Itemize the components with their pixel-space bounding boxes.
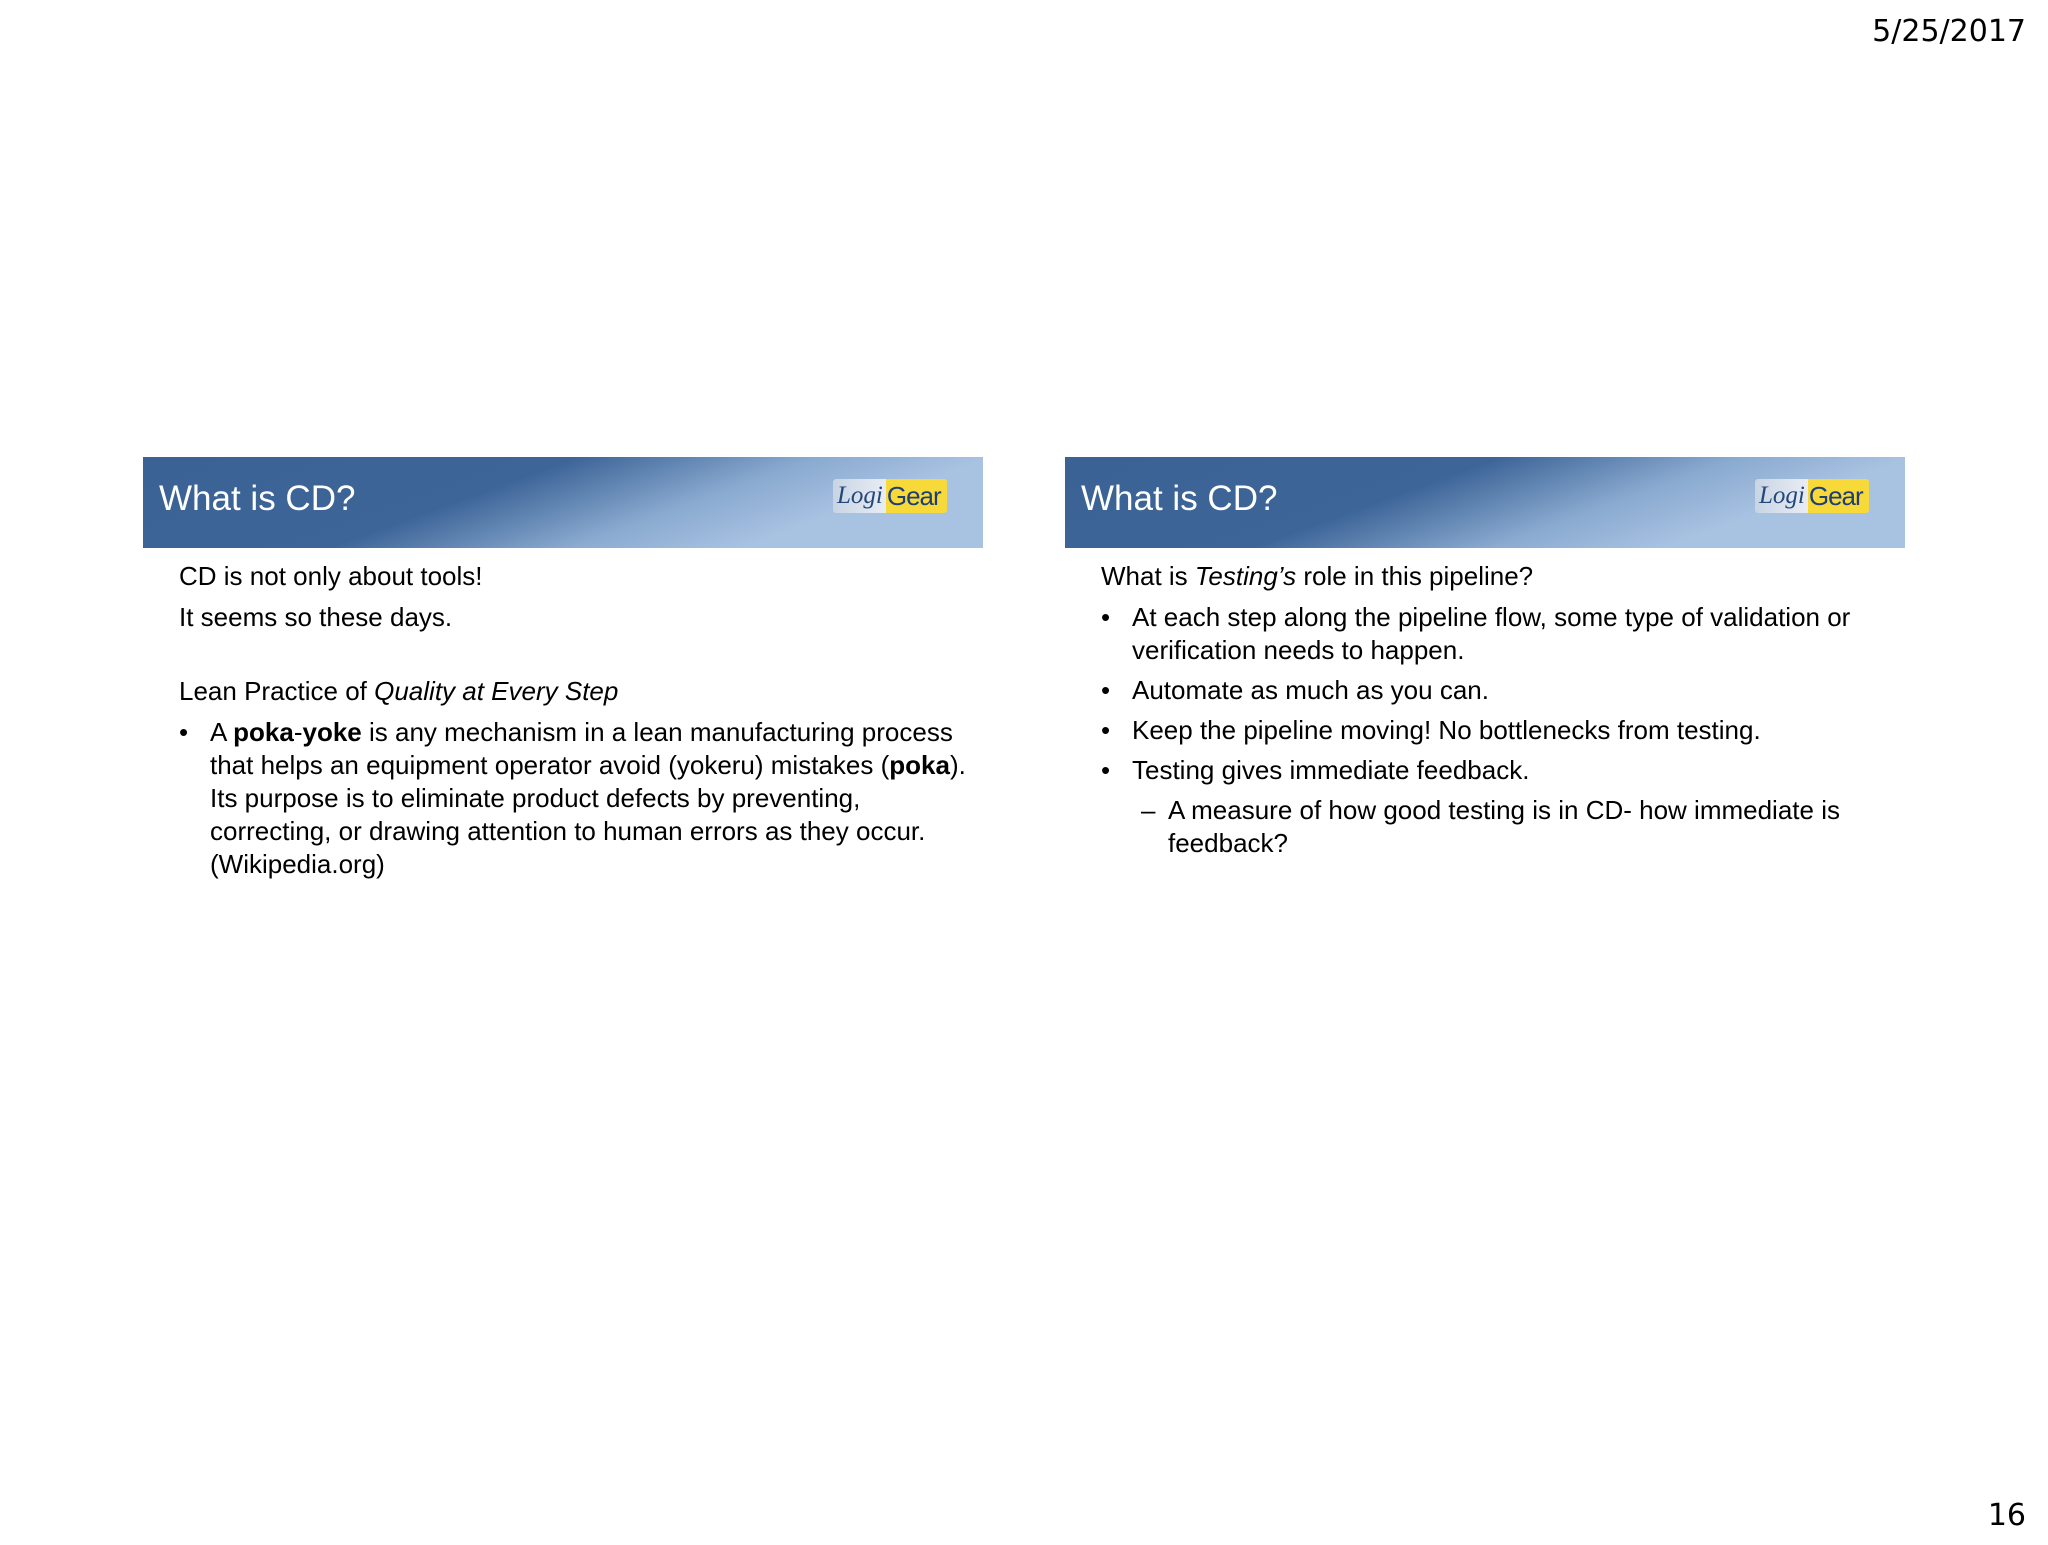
bullet-item [179, 716, 969, 881]
bold-term: yoke [302, 717, 362, 747]
lean-italic: Quality at Every Step [374, 676, 619, 706]
sub-bullet-item: – A measure of how good testing is in CD- how immediate is feedback? [1101, 794, 1891, 860]
bold-term: poka [889, 750, 950, 780]
intro-line [1101, 560, 1891, 593]
lean-practice-line [179, 675, 969, 708]
page-date: 5/25/2017 [1872, 14, 2026, 49]
intro-suffix: role in this pipeline? [1296, 561, 1534, 591]
bold-term: poka [233, 717, 294, 747]
bullet-item: • Keep the pipeline moving! No bottlenecks from testing. [1101, 714, 1891, 747]
slide-body [179, 560, 969, 888]
page-number: 16 [1987, 1498, 2026, 1533]
bullet-item: • Testing gives immediate feedback. [1101, 754, 1891, 787]
body-line: It seems so these days. [179, 602, 453, 632]
slide-header [1065, 457, 1905, 548]
spacer [179, 642, 969, 675]
bullet-item: • Automate as much as you can. [1101, 674, 1891, 707]
bullet-text: A [210, 717, 234, 747]
lean-prefix: Lean Practice of [179, 676, 375, 706]
bullet-item: • At each step along the pipeline flow, some type of validation or verification needs to happen. [1101, 601, 1891, 667]
slide-header [143, 457, 983, 548]
body-line: CD is not only about tools! [179, 561, 483, 591]
bullet-text: - [293, 717, 303, 747]
logo-part-logi: Logi [1755, 479, 1808, 513]
slide-title: What is CD? [159, 479, 356, 518]
logo-part-logi: Logi [833, 479, 886, 513]
slide-thumbnail-2 [1065, 457, 1905, 977]
logo-part-gear: Gear [1808, 479, 1869, 513]
intro-prefix: What is [1101, 561, 1195, 591]
logigear-logo [833, 479, 947, 513]
bullet-text: ). Its purpose is to eliminate product defects by preventing, correcting, or drawing attention to human errors as they occur. (Wikipedia.org) [210, 750, 966, 879]
slide-body [1101, 560, 1891, 867]
logo-part-gear: Gear [886, 479, 947, 513]
logigear-logo [1755, 479, 1869, 513]
slide-thumbnail-1 [143, 457, 983, 977]
slide-title: What is CD? [1081, 479, 1278, 518]
bullet-text: is any mechanism in a lean manufacturing process that helps an equipment operator avoid (yokeru) mistakes ( [210, 717, 953, 780]
intro-italic: Testing’s [1194, 561, 1297, 591]
